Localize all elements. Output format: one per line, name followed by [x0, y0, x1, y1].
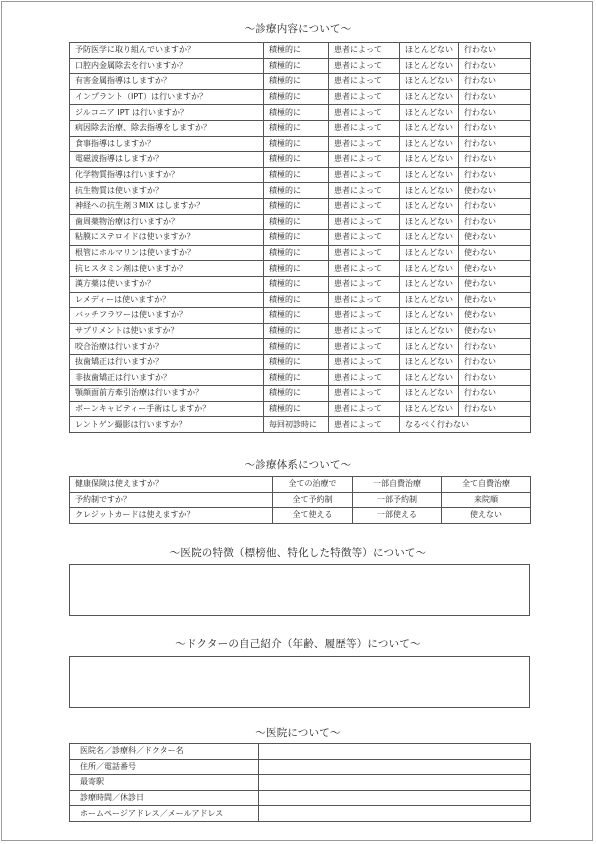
option-cell[interactable]: 積極的に: [264, 292, 329, 308]
option-cell[interactable]: 積極的に: [264, 167, 329, 183]
table-row: [70, 417, 531, 433]
question-cell: 抜歯矯正は行いますか？: [70, 354, 264, 370]
table-row: [70, 183, 531, 199]
field-label: 最寄駅: [70, 775, 259, 791]
option-cell[interactable]: 患者によって: [329, 386, 400, 402]
option-cell[interactable]: ほとんどない: [400, 198, 459, 214]
option-cell[interactable]: ほとんどない: [400, 401, 459, 417]
question-cell: 予約制ですか？: [70, 492, 273, 508]
question-cell: 咬合治療は行いますか？: [70, 339, 264, 355]
doctor-intro-box[interactable]: [69, 656, 530, 708]
option-cell[interactable]: 積極的に: [264, 74, 329, 90]
option-cell[interactable]: 積極的に: [264, 230, 329, 246]
option-cell[interactable]: 行わない: [459, 58, 531, 74]
option-cell[interactable]: ほとんどない: [400, 214, 459, 230]
question-cell: 歯周薬物治療は行いますか？: [70, 214, 264, 230]
field-value[interactable]: [259, 775, 531, 791]
table-row: [70, 276, 531, 292]
table-row: [70, 89, 531, 105]
section-title-features: ～医院の特徴（標榜他、特化した特徴等）について～: [169, 547, 427, 559]
table-row: [70, 120, 531, 136]
question-cell: 病因除去治療、除去指導をしますか？: [70, 120, 264, 136]
question-cell: 抗生物質は使いますか？: [70, 183, 264, 199]
option-cell[interactable]: ほとんどない: [400, 339, 459, 355]
option-cell[interactable]: 患者によって: [329, 89, 400, 105]
option-cell[interactable]: 患者によって: [329, 58, 400, 74]
clinic-info-table: [69, 743, 531, 822]
option-cell[interactable]: 使わない: [459, 230, 531, 246]
option-cell[interactable]: ほとんどない: [400, 183, 459, 199]
question-cell: クレジットカードは使えますか？: [70, 508, 273, 524]
table-row: [70, 261, 531, 277]
section-title-doctor: ～ドクターの自己紹介（年齢、履歴等）について～: [175, 638, 421, 650]
question-cell: バッチフラワーは使いますか？: [70, 308, 264, 324]
question-cell: 顎顔面前方牽引治療は行いますか？: [70, 386, 264, 402]
option-cell[interactable]: 使えない: [442, 508, 531, 524]
option-cell[interactable]: 積極的に: [264, 308, 329, 324]
option-cell[interactable]: 積極的に: [264, 198, 329, 214]
option-cell[interactable]: 患者によって: [329, 354, 400, 370]
option-cell[interactable]: ほとんどない: [400, 323, 459, 339]
option-cell[interactable]: 行わない: [459, 370, 531, 386]
option-cell[interactable]: 積極的に: [264, 43, 329, 59]
option-cell[interactable]: 使わない: [459, 183, 531, 199]
field-label: 住所／電話番号: [70, 759, 259, 775]
option-cell[interactable]: ほとんどない: [400, 245, 459, 261]
field-label: 診療時間／休診日: [70, 790, 259, 806]
option-cell[interactable]: 使わない: [459, 261, 531, 277]
option-cell[interactable]: ほとんどない: [400, 354, 459, 370]
option-cell[interactable]: 患者によって: [329, 323, 400, 339]
option-cell[interactable]: ほとんどない: [400, 308, 459, 324]
option-cell[interactable]: 患者によって: [329, 292, 400, 308]
option-cell[interactable]: 積極的に: [264, 276, 329, 292]
option-cell[interactable]: 積極的に: [264, 152, 329, 168]
table-row: [70, 775, 531, 791]
question-cell: 健康保険は使えますか？: [70, 477, 273, 493]
question-cell: ジルコニア IPT は行いますか？: [70, 105, 264, 121]
table-row: [70, 136, 531, 152]
option-cell[interactable]: 患者によって: [329, 198, 400, 214]
option-cell[interactable]: 積極的に: [264, 105, 329, 121]
option-cell[interactable]: 行わない: [459, 43, 531, 59]
option-cell[interactable]: 行わない: [459, 214, 531, 230]
option-cell[interactable]: 積極的に: [264, 386, 329, 402]
option-cell[interactable]: 患者によって: [329, 214, 400, 230]
table-row: [70, 105, 531, 121]
option-cell[interactable]: 患者によって: [329, 43, 400, 59]
field-value[interactable]: [259, 744, 531, 760]
field-label: ホームページアドレス／メールアドレス: [70, 806, 259, 822]
option-cell[interactable]: 患者によって: [329, 74, 400, 90]
field-value[interactable]: [259, 806, 531, 822]
option-cell[interactable]: 積極的に: [264, 58, 329, 74]
question-cell: サプリメントは使いますか？: [70, 323, 264, 339]
option-cell[interactable]: 積極的に: [264, 245, 329, 261]
table-row: [70, 401, 531, 417]
option-cell[interactable]: 行わない: [459, 339, 531, 355]
question-cell: 電磁波指導はしますか？: [70, 152, 264, 168]
question-cell: 非抜歯矯正は行いますか？: [70, 370, 264, 386]
option-cell[interactable]: 積極的に: [264, 183, 329, 199]
option-cell[interactable]: 行わない: [459, 74, 531, 90]
option-cell[interactable]: 使わない: [459, 276, 531, 292]
question-cell: 食事指導はしますか？: [70, 136, 264, 152]
section-title-clinic: ～医院について～: [255, 727, 341, 739]
option-cell[interactable]: なるべく行わない: [400, 417, 531, 433]
option-cell[interactable]: 患者によって: [329, 308, 400, 324]
section-title-treatment: ～診療内容について～: [244, 23, 352, 35]
field-value[interactable]: [259, 790, 531, 806]
field-label: 医院名／診療科／ドクター名: [70, 744, 259, 760]
option-cell[interactable]: 患者によって: [329, 120, 400, 136]
option-cell[interactable]: ほとんどない: [400, 105, 459, 121]
option-cell[interactable]: 使わない: [459, 323, 531, 339]
option-cell[interactable]: 全て自費治療: [442, 477, 531, 493]
option-cell[interactable]: 行わない: [459, 401, 531, 417]
option-cell[interactable]: ほとんどない: [400, 120, 459, 136]
question-cell: ボーンキャビティー手術はしますか？: [70, 401, 264, 417]
question-cell: インプラント（IPT）は行いますか？: [70, 89, 264, 105]
treatment-table: [69, 42, 531, 433]
option-cell[interactable]: 使わない: [459, 292, 531, 308]
option-cell[interactable]: 患者によって: [329, 276, 400, 292]
option-cell[interactable]: 全て予約制: [273, 492, 353, 508]
question-cell: 抗ヒスタミン剤は使いますか？: [70, 261, 264, 277]
option-cell[interactable]: ほとんどない: [400, 292, 459, 308]
question-cell: 有害金属指導はしますか？: [70, 74, 264, 90]
option-cell[interactable]: 患者によって: [329, 339, 400, 355]
option-cell[interactable]: 行わない: [459, 89, 531, 105]
option-cell[interactable]: 積極的に: [264, 323, 329, 339]
option-cell[interactable]: 来院順: [442, 492, 531, 508]
option-cell[interactable]: 行わない: [459, 386, 531, 402]
table-row: [70, 354, 531, 370]
option-cell[interactable]: 積極的に: [264, 401, 329, 417]
table-row: [70, 245, 531, 261]
option-cell[interactable]: 全ての治療で: [273, 477, 353, 493]
option-cell[interactable]: 使わない: [459, 245, 531, 261]
option-cell[interactable]: 患者によって: [329, 136, 400, 152]
option-cell[interactable]: 一部予約制: [353, 492, 442, 508]
option-cell[interactable]: 行わない: [459, 136, 531, 152]
table-row: [70, 292, 531, 308]
table-row: [70, 790, 531, 806]
question-cell: 口腔内金属除去を行いますか？: [70, 58, 264, 74]
option-cell[interactable]: ほとんどない: [400, 152, 459, 168]
table-row: [70, 759, 531, 775]
table-row: [70, 744, 531, 760]
option-cell[interactable]: 一部使える: [353, 508, 442, 524]
option-cell[interactable]: ほとんどない: [400, 89, 459, 105]
option-cell[interactable]: 患者によって: [329, 230, 400, 246]
option-cell[interactable]: 患者によって: [329, 152, 400, 168]
option-cell[interactable]: 患者によって: [329, 401, 400, 417]
table-row: [70, 339, 531, 355]
option-cell[interactable]: 行わない: [459, 167, 531, 183]
question-cell: レメディーは使いますか？: [70, 292, 264, 308]
option-cell[interactable]: 患者によって: [329, 261, 400, 277]
option-cell[interactable]: 積極的に: [264, 354, 329, 370]
question-cell: 漢方薬は使いますか？: [70, 276, 264, 292]
option-cell[interactable]: 毎回初診時に: [264, 417, 329, 433]
option-cell[interactable]: 行わない: [459, 198, 531, 214]
question-cell: 神経への抗生剤３MIX はしますか？: [70, 198, 264, 214]
option-cell[interactable]: 行わない: [459, 120, 531, 136]
section-title-system: ～診療体系について～: [244, 459, 352, 471]
table-row: [70, 477, 531, 493]
question-cell: 根管にホルマリンは使いますか？: [70, 245, 264, 261]
option-cell[interactable]: 使わない: [459, 308, 531, 324]
option-cell[interactable]: 患者によって: [329, 370, 400, 386]
option-cell[interactable]: ほとんどない: [400, 136, 459, 152]
table-row: [70, 58, 531, 74]
option-cell[interactable]: 患者によって: [329, 417, 400, 433]
option-cell[interactable]: ほとんどない: [400, 58, 459, 74]
table-row: [70, 214, 531, 230]
option-cell[interactable]: 患者によって: [329, 183, 400, 199]
option-cell[interactable]: 積極的に: [264, 136, 329, 152]
option-cell[interactable]: ほとんどない: [400, 386, 459, 402]
field-value[interactable]: [259, 759, 531, 775]
option-cell[interactable]: 行わない: [459, 354, 531, 370]
table-row: [70, 323, 531, 339]
option-cell[interactable]: 行わない: [459, 152, 531, 168]
option-cell[interactable]: 患者によって: [329, 167, 400, 183]
question-cell: 予防医学に取り組んでいますか？: [70, 43, 264, 59]
option-cell[interactable]: ほとんどない: [400, 230, 459, 246]
table-row: [70, 167, 531, 183]
table-row: [70, 508, 531, 524]
option-cell[interactable]: 患者によって: [329, 105, 400, 121]
table-row: [70, 806, 531, 822]
system-table: [69, 476, 531, 524]
table-row: [70, 152, 531, 168]
option-cell[interactable]: 積極的に: [264, 261, 329, 277]
features-box[interactable]: [69, 564, 530, 616]
option-cell[interactable]: 積極的に: [264, 214, 329, 230]
option-cell[interactable]: 全て使える: [273, 508, 353, 524]
option-cell[interactable]: 積極的に: [264, 370, 329, 386]
option-cell[interactable]: ほとんどない: [400, 370, 459, 386]
option-cell[interactable]: ほとんどない: [400, 43, 459, 59]
table-row: [70, 43, 531, 59]
option-cell[interactable]: ほとんどない: [400, 74, 459, 90]
question-cell: 粘膜にステロイドは使いますか？: [70, 230, 264, 246]
option-cell[interactable]: 積極的に: [264, 89, 329, 105]
option-cell[interactable]: 積極的に: [264, 339, 329, 355]
option-cell[interactable]: 行わない: [459, 105, 531, 121]
table-row: [70, 492, 531, 508]
table-row: [70, 386, 531, 402]
table-row: [70, 74, 531, 90]
option-cell[interactable]: ほとんどない: [400, 276, 459, 292]
question-cell: レントゲン撮影は行いますか？: [70, 417, 264, 433]
option-cell[interactable]: ほとんどない: [400, 261, 459, 277]
table-row: [70, 370, 531, 386]
option-cell[interactable]: 一部自費治療: [353, 477, 442, 493]
option-cell[interactable]: 積極的に: [264, 120, 329, 136]
option-cell[interactable]: 患者によって: [329, 245, 400, 261]
option-cell[interactable]: ほとんどない: [400, 167, 459, 183]
table-row: [70, 198, 531, 214]
table-row: [70, 308, 531, 324]
question-cell: 化学物質指導は行いますか？: [70, 167, 264, 183]
table-row: [70, 230, 531, 246]
